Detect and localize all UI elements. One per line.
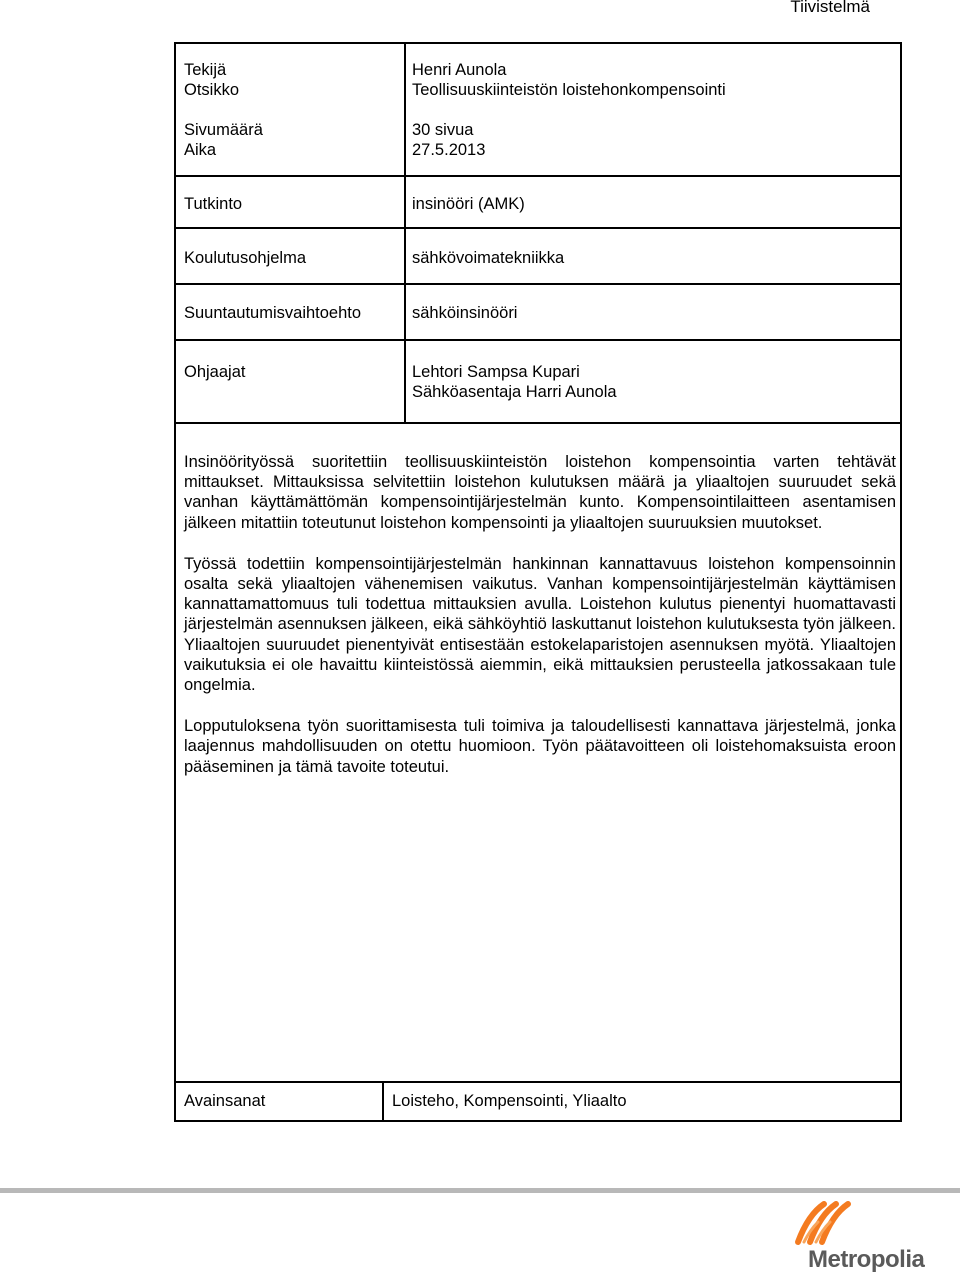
title-label: Otsikko (184, 81, 240, 99)
abstract-text (184, 452, 896, 798)
logo-text: Metropolia (808, 1246, 925, 1273)
specialization-value: sähköinsinööri (412, 304, 518, 322)
supervisors-label: Ohjaajat (184, 363, 246, 381)
info-row-degree (176, 177, 900, 229)
info-row-general (176, 44, 900, 177)
abstract-paragraph-2: Työssä todettiin kompensointijärjestelmän hankinnan kannattavuus loistehon kompensoinnin osalta sekä yliaaltojen vähenemisen vaikutus. Vanhan kompensointijärjestelmän käyttämisen kannattamattomuus tuli todettua mittauksien avulla. Loistehon kulutus pienentyi huomattavasti järjestelmän asennuksen jälkeen, eikä sähköyhtiö laskuttanut loistehon kulutuksesta työn jälkeen. Yliaaltojen suuruudet pienentyivät entisestään estokelaparistojen asennuksen myötä. Yliaaltojen vaikutuksia ei ole havaittu kiinteistössä aiemmin, eikä mittauksien perusteella jatkossakaan tule ongelmia. (184, 554, 896, 695)
date-label: Aika (184, 141, 217, 159)
footer-divider (0, 1188, 960, 1193)
author-label: Tekijä (184, 61, 227, 79)
info-row-specialization (176, 285, 900, 341)
degree-label: Tutkinto (184, 195, 243, 213)
title-value: Teollisuuskiinteistön loistehonkompensointi (412, 81, 726, 99)
info-row-program (176, 229, 900, 285)
supervisor-1: Lehtori Sampsa Kupari (412, 363, 580, 381)
info-row-supervisors (176, 341, 900, 424)
abstract-form (174, 42, 902, 1114)
keywords-row (174, 1081, 902, 1122)
abstract-paragraph-3: Lopputuloksena työn suorittamisesta tuli toimiva ja taloudellisesti kannattava järjestelmä, jonka laajennus mahdollisuuden on otettu huomioon. Työn päätavoitteen oli loistehomaksuista eroon pääseminen ja tämä tavoite toteutui. (184, 717, 896, 776)
degree-value: insinööri (AMK) (412, 195, 525, 213)
program-value: sähkövoimatekniikka (412, 249, 565, 267)
keywords-label: Avainsanat (184, 1092, 266, 1110)
specialization-label: Suuntautumisvaihtoehto (184, 304, 362, 322)
supervisor-2: Sähköasentaja Harri Aunola (412, 383, 617, 401)
date-value: 27.5.2013 (412, 141, 486, 159)
pages-value: 30 sivua (412, 121, 474, 139)
pages-label: Sivumäärä (184, 121, 263, 139)
author-value: Henri Aunola (412, 61, 507, 79)
abstract-paragraph-1: Insinöörityössä suoritettiin teollisuuskiinteistön loistehon kompensointia varten tehtävät mittaukset. Mittauksissa selvitettiin loistehon kulutuksen määrä ja yliaaltojen suuruudet sekä vanhan käyttämättömän kompensointijärjestelmän kunto. Kompensointilaitteen asentamisen jälkeen mitattiin toteutunut loistehon kompensointi ja yliaaltojen suuruuksien muutokset. (184, 453, 896, 532)
keywords-value: Loisteho, Kompensointi, Yliaalto (392, 1092, 627, 1110)
page-header-title: Tiivistelmä (790, 0, 870, 16)
keywords-divider (382, 1083, 384, 1120)
program-label: Koulutusohjelma (184, 249, 306, 267)
